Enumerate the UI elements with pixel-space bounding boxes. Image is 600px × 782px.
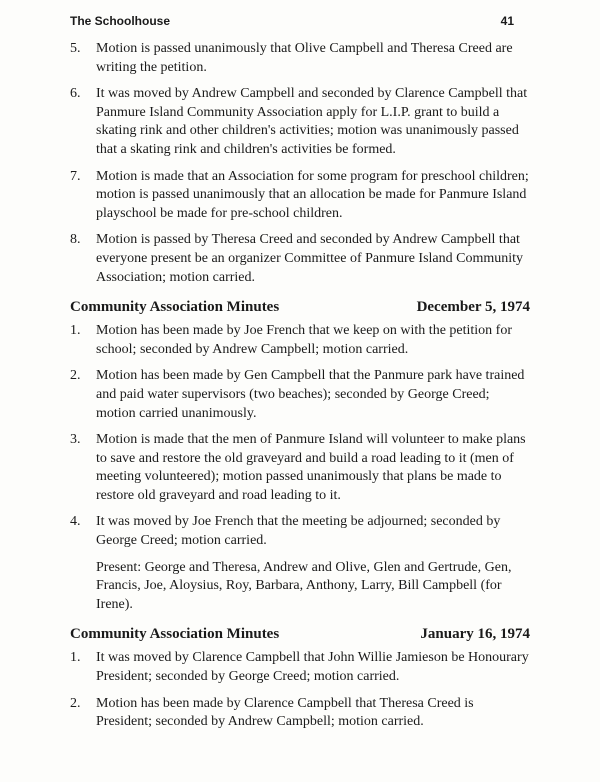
list-item — [70, 695, 530, 732]
item-number: 3. — [70, 432, 81, 448]
item-number: 8. — [70, 232, 81, 248]
item-text: It was moved by Clarence Campbell that John Willie Jamieson be Honourary President; seconded by George Creed; motion carried. — [96, 650, 529, 685]
item-text: Motion is passed unanimously that Olive Campbell and Theresa Creed are writing the petition. — [96, 41, 513, 75]
item-text: It was moved by Andrew Campbell and seconded by Clarence Campbell that Panmure Island Community Association apply for L.I.P. grant to build a skating rink and other children's activities; motion was unanimously passed that a skating rink and children's activities be formed. — [96, 86, 528, 157]
item-number: 1. — [70, 323, 81, 339]
section-title: Community Association Minutes — [70, 299, 280, 316]
item-number: 4. — [70, 514, 81, 530]
list-item — [70, 85, 530, 159]
item-text: Motion has been made by Clarence Campbell that Theresa Creed is President; seconded by Andrew Campbell; motion carried. — [96, 695, 474, 730]
page-number: 41 — [500, 14, 514, 28]
item-text: Motion is made that an Association for some program for preschool children; motion is passed unanimously that an allocation be made for Panmure Island playschool be made for pre-school children. — [96, 168, 529, 221]
page-content — [70, 40, 530, 740]
section-date: January 16, 1974 — [420, 626, 530, 643]
item-number: 7. — [70, 168, 81, 184]
section-heading — [70, 626, 530, 643]
section-heading — [70, 299, 530, 316]
list-item — [70, 168, 530, 224]
section-title: Community Association Minutes — [70, 626, 280, 643]
item-number: 1. — [70, 650, 81, 666]
item-text: Motion is passed by Theresa Creed and seconded by Andrew Campbell that everyone present be an organizer Committee of Panmure Island Community Association; motion carried. — [96, 232, 524, 285]
list-item — [70, 649, 530, 686]
item-number: 2. — [70, 695, 81, 711]
item-number: 6. — [70, 86, 81, 102]
list-item — [70, 367, 530, 423]
item-text: Motion has been made by Gen Campbell that the Panmure park have trained and paid water supervisors (two beaches); seconded by George Creed; motion carried unanimously. — [96, 368, 525, 421]
list-item — [70, 513, 530, 550]
list-item — [70, 431, 530, 505]
list-item — [70, 322, 530, 359]
motion-list-top — [70, 40, 530, 287]
list-item — [70, 231, 530, 287]
item-number: 2. — [70, 368, 81, 384]
motion-list-january — [70, 649, 530, 731]
running-title: The Schoolhouse — [70, 14, 171, 28]
attendance-list: Present: George and Theresa, Andrew and Olive, Glen and Gertrude, Gen, Francis, Joe, Aloysius, Roy, Barbara, Anthony, Larry, Bill Campbell (for Irene). — [96, 559, 512, 612]
section-date: December 5, 1974 — [416, 299, 530, 316]
item-text: It was moved by Joe French that the meeting be adjourned; seconded by George Creed; motion carried. — [96, 514, 501, 549]
item-text: Motion is made that the men of Panmure Island will volunteer to make plans to save and restore the old graveyard and build a road leading to it (men of meeting volunteered); motion passed unanimously that plans be made to restore old graveyard and road leading to it. — [96, 432, 526, 503]
item-text: Motion has been made by Joe French that we keep on with the petition for school; seconded by Andrew Campbell; motion carried. — [96, 323, 513, 357]
item-number: 5. — [70, 41, 81, 56]
motion-list-december — [70, 322, 530, 551]
list-item — [70, 40, 530, 77]
running-header — [70, 14, 514, 28]
